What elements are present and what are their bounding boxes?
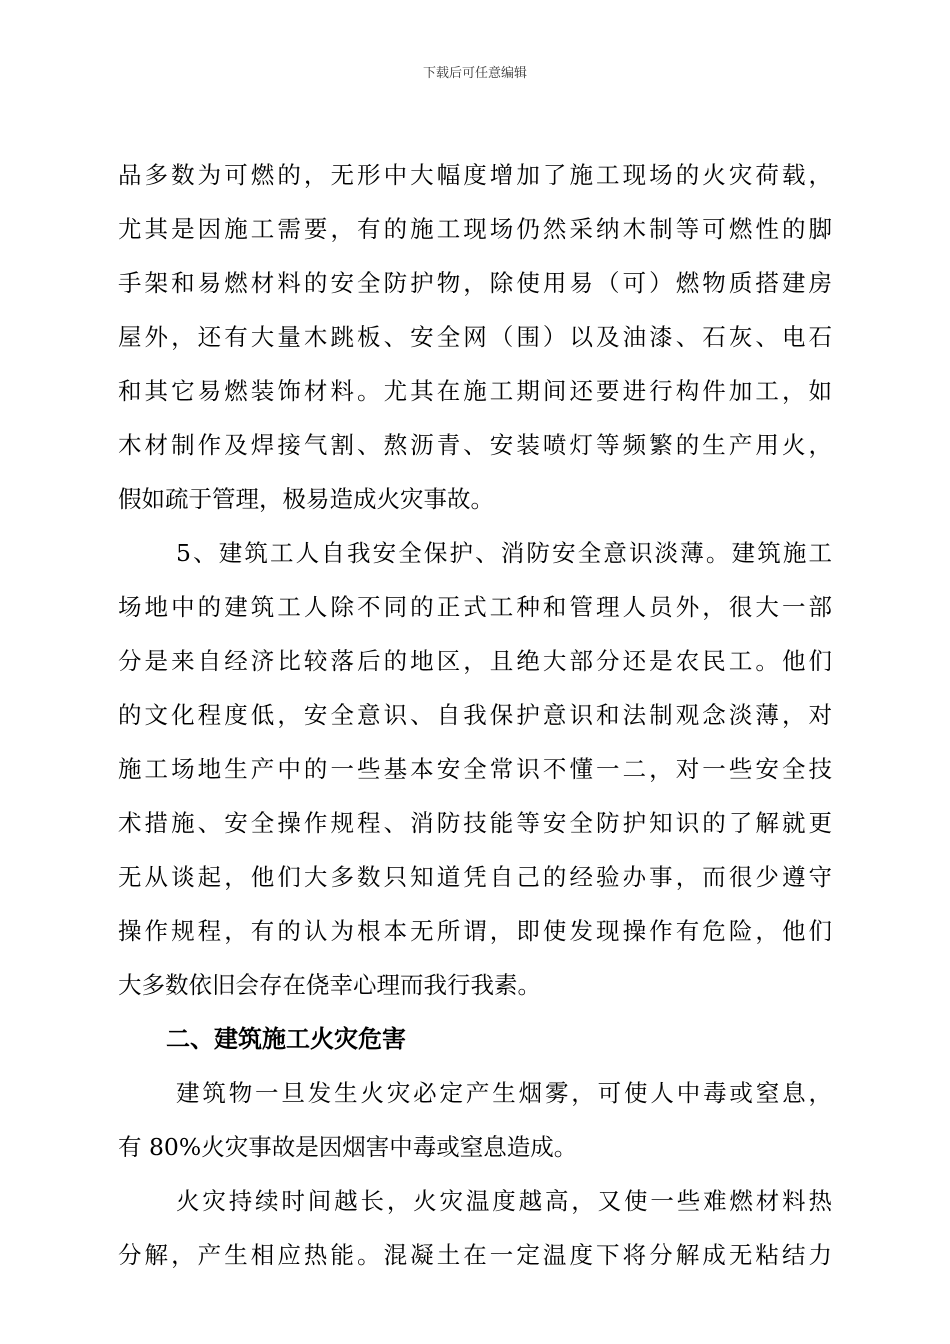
text-line: 场地中的建筑工人除不同的正式工种和管理人员外，很大一部 xyxy=(118,593,832,621)
paragraph-smoke-hazard xyxy=(118,1066,832,1174)
text-line: 操作规程，有的认为根本无所谓，即使发现操作有危险，他们 xyxy=(118,917,832,945)
text-line: 无从谈起，他们大多数只知道凭自己的经验办事，而很少遵守 xyxy=(118,863,832,891)
text-line: 木材制作及焊接气割、熬沥青、安装喷灯等频繁的生产用火， xyxy=(118,431,832,459)
text-line: 有 80%火灾事故是因烟害中毒或窒息造成。 xyxy=(118,1133,578,1161)
text-line: 分是来自经济比较落后的地区，且绝大部分还是农民工。他们 xyxy=(118,647,832,675)
text-line: 和其它易燃装饰材料。尤其在施工期间还要进行构件加工，如 xyxy=(118,377,832,405)
text-line: 术措施、安全操作规程、消防技能等安全防护知识的了解就更 xyxy=(118,809,832,837)
text-line: 大多数依旧会存在侥幸心理而我行我素。 xyxy=(118,971,541,999)
text-line: 尤其是因施工需要，有的施工现场仍然采纳木制等可燃性的脚 xyxy=(118,215,832,243)
text-line: 5、建筑工人自我安全保护、消防安全意识淡薄。建筑施工 xyxy=(176,539,832,567)
paragraph-worker-awareness xyxy=(118,526,832,1012)
text-line: 屋外，还有大量木跳板、安全网（围）以及油漆、石灰、电石 xyxy=(118,323,832,351)
text-line: 假如疏于管理，极易造成火灾事故。 xyxy=(118,485,494,513)
text-line: 的文化程度低，安全意识、自我保护意识和法制观念淡薄，对 xyxy=(118,701,832,729)
paragraph-fire-load xyxy=(118,148,832,526)
text-line: 分解，产生相应热能。混凝土在一定温度下将分解成无粘结力 xyxy=(118,1241,832,1269)
paragraph-fire-duration xyxy=(118,1174,832,1282)
text-line: 手架和易燃材料的安全防护物，除使用易（可）燃物质搭建房 xyxy=(118,269,832,297)
text-line: 品多数为可燃的，无形中大幅度增加了施工现场的火灾荷载， xyxy=(118,161,832,189)
section-heading: 二、建筑施工火灾危害 xyxy=(166,1025,406,1053)
text-line: 火灾持续时间越长，火灾温度越高，又使一些难燃材料热 xyxy=(176,1187,832,1215)
document-body xyxy=(118,148,832,1282)
text-line: 建筑物一旦发生火灾必定产生烟雾，可使人中毒或窒息， xyxy=(176,1079,832,1107)
text-line: 施工场地生产中的一些基本安全常识不懂一二，对一些安全技 xyxy=(118,755,832,783)
page-header: 下载后可任意编辑 xyxy=(422,66,527,81)
